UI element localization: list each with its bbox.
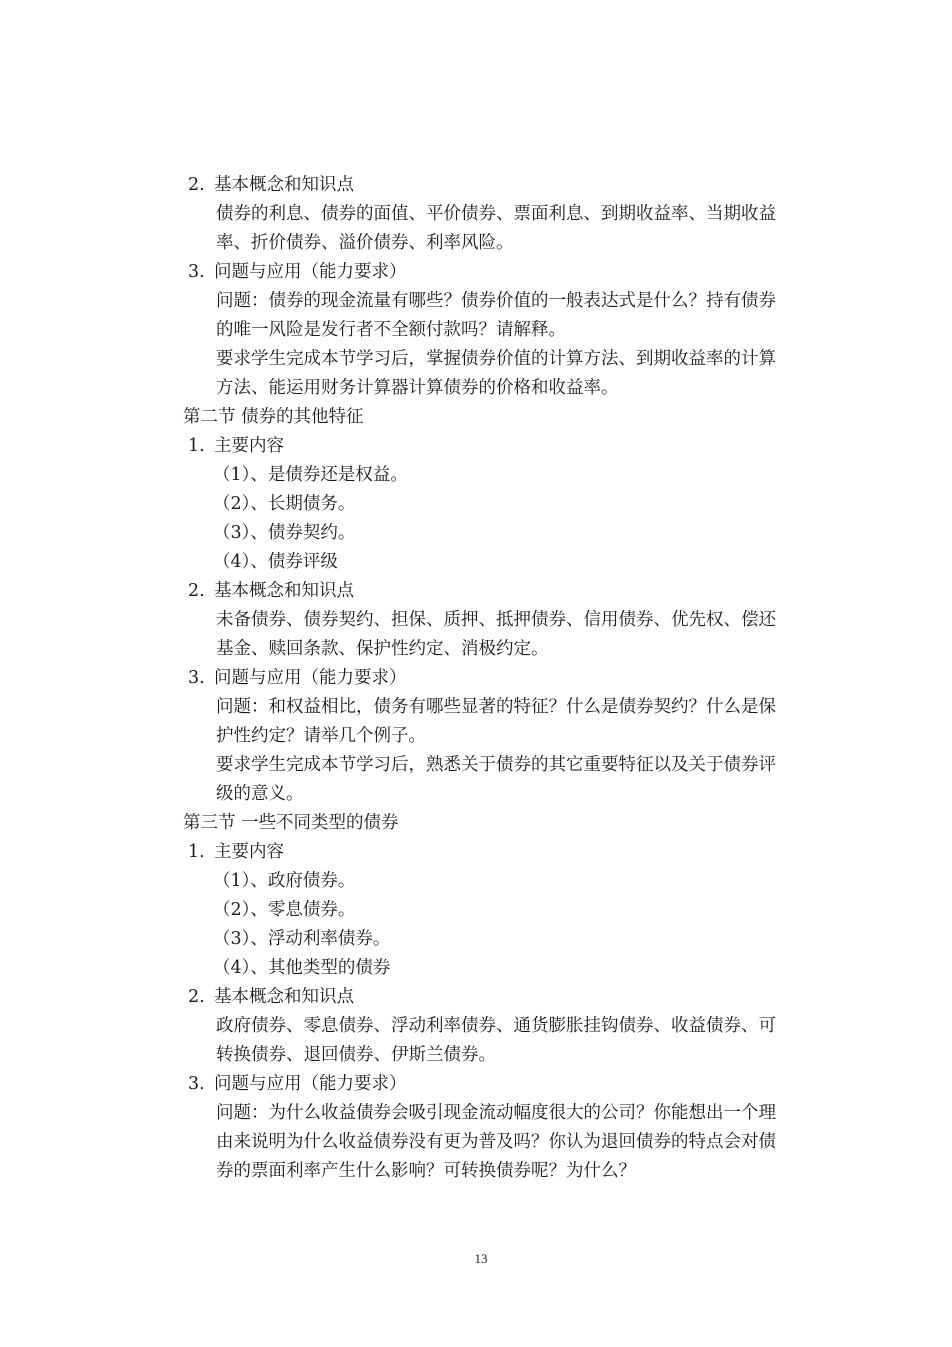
section-heading: 第二节 债券的其他特征	[183, 407, 364, 427]
item-text: 问题与应用（能力要求）	[214, 668, 407, 688]
item-number: 2.	[188, 175, 205, 195]
sub-item: （3）、浮动利率债券。	[213, 929, 391, 949]
sub-item: （2）、长期债务。	[213, 494, 356, 514]
paragraph-line: 问题：为什么收益债券会吸引现金流动幅度很大的公司？你能想出一个理	[216, 1103, 776, 1123]
numbered-item	[183, 258, 833, 287]
numbered-item	[183, 577, 833, 606]
paragraph-line: 债券的利息、债券的面值、平价债券、票面利息、到期收益率、当期收益	[216, 204, 776, 224]
numbered-item	[183, 983, 833, 1012]
paragraph-line: 问题：和权益相比，债务有哪些显著的特征？什么是债券契约？什么是保	[216, 697, 776, 717]
paragraph-line: 券的票面利率产生什么影响？可转换债券呢？为什么？	[216, 1161, 636, 1181]
item-number: 2.	[188, 987, 205, 1007]
item-text: 主要内容	[214, 842, 284, 862]
item-text: 基本概念和知识点	[214, 581, 354, 601]
numbered-item	[183, 838, 833, 867]
sub-item: （2）、零息债券。	[213, 900, 356, 920]
item-number: 3.	[188, 262, 205, 282]
numbered-item	[183, 432, 833, 461]
item-number: 3.	[188, 1074, 205, 1094]
item-number: 3.	[188, 668, 205, 688]
item-text: 主要内容	[214, 436, 284, 456]
paragraph-line: 方法、能运用财务计算器计算债券的价格和收益率。	[216, 378, 619, 398]
paragraph-line: 由来说明为什么收益债券没有更为普及吗？你认为退回债券的特点会对债	[216, 1132, 776, 1152]
paragraph-line: 要求学生完成本节学习后，掌握债券价值的计算方法、到期收益率的计算	[216, 349, 776, 369]
sub-item: （4）、债券评级	[213, 552, 338, 572]
item-number: 2.	[188, 581, 205, 601]
paragraph-line: 级的意义。	[216, 784, 304, 804]
page-number: 13	[474, 1251, 488, 1266]
paragraph-line: 政府债券、零息债券、浮动利率债券、通货膨胀挂钩债券、收益债券、可	[216, 1016, 776, 1036]
sub-item: （4）、其他类型的债券	[213, 958, 391, 978]
paragraph-line: 转换债券、退回债券、伊斯兰债券。	[216, 1045, 496, 1065]
paragraph-line: 护性约定？请举几个例子。	[216, 726, 426, 746]
sub-item: （1）、是债券还是权益。	[213, 465, 408, 485]
item-text: 基本概念和知识点	[214, 987, 354, 1007]
item-text: 基本概念和知识点	[214, 175, 354, 195]
section-heading: 第三节 一些不同类型的债券	[183, 813, 399, 833]
sub-item: （1）、政府债券。	[213, 871, 356, 891]
numbered-item	[183, 664, 833, 693]
page-body	[183, 171, 833, 1186]
paragraph-line: 问题：债券的现金流量有哪些？债券价值的一般表达式是什么？持有债券	[216, 291, 776, 311]
paragraph-line: 要求学生完成本节学习后，熟悉关于债券的其它重要特征以及关于债券评	[216, 755, 776, 775]
paragraph-line: 的唯一风险是发行者不全额付款吗？请解释。	[216, 320, 566, 340]
paragraph-line: 率、折价债券、溢价债券、利率风险。	[216, 233, 514, 253]
item-text: 问题与应用（能力要求）	[214, 262, 407, 282]
numbered-item	[183, 171, 833, 200]
numbered-item	[183, 1070, 833, 1099]
sub-item: （3）、债券契约。	[213, 523, 356, 543]
item-number: 1.	[188, 436, 205, 456]
paragraph-line: 未备债券、债券契约、担保、质押、抵押债券、信用债券、优先权、偿还	[216, 610, 776, 630]
paragraph-line: 基金、赎回条款、保护性约定、消极约定。	[216, 639, 549, 659]
item-text: 问题与应用（能力要求）	[214, 1074, 407, 1094]
item-number: 1.	[188, 842, 205, 862]
